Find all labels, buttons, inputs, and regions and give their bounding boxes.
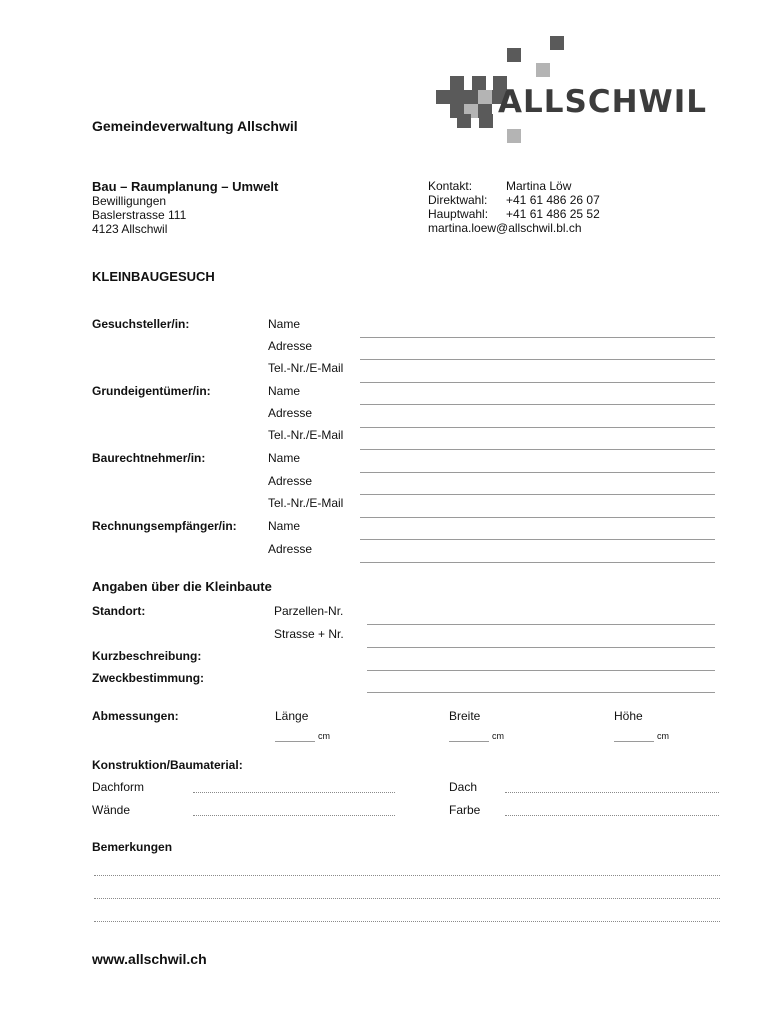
allschwil-logo bbox=[434, 34, 714, 146]
logo-square bbox=[436, 90, 450, 104]
field-line bbox=[360, 427, 715, 428]
contact-value: +41 61 486 25 52 bbox=[506, 207, 600, 221]
contact-label: Kontakt: bbox=[428, 179, 473, 193]
org-title: Gemeindeverwaltung Allschwil bbox=[92, 118, 298, 134]
field-label: Name bbox=[268, 384, 301, 398]
contact-email: martina.loew@allschwil.bl.ch bbox=[428, 221, 582, 235]
kurzbeschreibung-input[interactable] bbox=[367, 651, 715, 669]
field-line bbox=[360, 539, 715, 540]
field-dots bbox=[94, 921, 720, 922]
breite-input[interactable] bbox=[449, 726, 489, 740]
field-dots bbox=[505, 792, 719, 793]
konstruktion-label: Konstruktion/Baumaterial: bbox=[92, 758, 243, 772]
field-line bbox=[367, 624, 715, 625]
field-line bbox=[367, 692, 715, 693]
logo-square bbox=[450, 90, 464, 104]
field-dots bbox=[94, 898, 720, 899]
contact-input[interactable] bbox=[360, 429, 715, 447]
field-line bbox=[367, 670, 715, 671]
dach-label: Dach bbox=[449, 780, 478, 794]
address-input[interactable] bbox=[360, 340, 715, 358]
form-title: KLEINBAUGESUCH bbox=[92, 269, 215, 284]
field-line bbox=[614, 741, 654, 742]
name-input[interactable] bbox=[360, 385, 715, 403]
field-line bbox=[360, 562, 715, 563]
logo-wordmark: ALLSCHWIL bbox=[498, 84, 708, 120]
field-label: Name bbox=[268, 519, 301, 533]
field-label: Strasse + Nr. bbox=[274, 627, 344, 641]
logo-square bbox=[550, 36, 564, 50]
contact-value: Martina Löw bbox=[506, 179, 572, 193]
logo-square bbox=[457, 114, 471, 128]
field-dots bbox=[505, 815, 719, 816]
field-label: Adresse bbox=[268, 339, 313, 353]
field-label: Adresse bbox=[268, 474, 313, 488]
logo-square bbox=[450, 76, 464, 90]
unit-label: cm bbox=[318, 731, 330, 741]
field-line bbox=[449, 741, 489, 742]
address-input[interactable] bbox=[360, 543, 715, 561]
parzellen-input[interactable] bbox=[367, 605, 715, 623]
dachform-label: Dachform bbox=[92, 780, 145, 794]
field-label: Tel.-Nr./E-Mail bbox=[268, 361, 344, 375]
address-input[interactable] bbox=[360, 475, 715, 493]
address-line: Bewilligungen bbox=[92, 194, 167, 208]
breite-label: Breite bbox=[449, 709, 481, 723]
name-input[interactable] bbox=[360, 452, 715, 470]
strasse-input[interactable] bbox=[367, 628, 715, 646]
address-line: 4123 Allschwil bbox=[92, 222, 168, 236]
logo-square bbox=[464, 90, 478, 104]
zweckbestimmung-input[interactable] bbox=[367, 673, 715, 691]
section-title: Angaben über die Kleinbaute bbox=[92, 579, 272, 594]
field-line bbox=[360, 517, 715, 518]
field-line bbox=[360, 449, 715, 450]
field-label: Adresse bbox=[268, 542, 313, 556]
name-input[interactable] bbox=[360, 520, 715, 538]
unit-label: cm bbox=[492, 731, 504, 741]
name-input[interactable] bbox=[360, 318, 715, 336]
hoehe-input[interactable] bbox=[614, 726, 654, 740]
address-input[interactable] bbox=[360, 407, 715, 425]
waende-label: Wände bbox=[92, 803, 131, 817]
address-line: Baslerstrasse 111 bbox=[92, 208, 187, 222]
party-heading: Gesuchsteller/in: bbox=[92, 317, 190, 331]
logo-square bbox=[536, 63, 550, 77]
field-dots bbox=[193, 792, 395, 793]
bemerkungen-textarea[interactable] bbox=[94, 858, 720, 924]
kurzbeschreibung-label: Kurzbeschreibung: bbox=[92, 649, 202, 663]
field-label: Parzellen-Nr. bbox=[274, 604, 344, 618]
field-line bbox=[360, 359, 715, 360]
logo-square bbox=[479, 114, 493, 128]
footer-url: www.allschwil.ch bbox=[92, 951, 207, 967]
field-line bbox=[275, 741, 315, 742]
logo-square bbox=[478, 90, 492, 104]
zweckbestimmung-label: Zweckbestimmung: bbox=[92, 671, 205, 685]
abmessungen-label: Abmessungen: bbox=[92, 709, 179, 723]
hoehe-label: Höhe bbox=[614, 709, 643, 723]
field-label: Tel.-Nr./E-Mail bbox=[268, 428, 344, 442]
contact-label: Direktwahl: bbox=[428, 193, 488, 207]
party-heading: Baurechtnehmer/in: bbox=[92, 451, 206, 465]
unit-label: cm bbox=[657, 731, 669, 741]
contact-input[interactable] bbox=[360, 362, 715, 380]
field-dots bbox=[94, 875, 720, 876]
logo-square bbox=[472, 76, 486, 90]
party-heading: Grundeigentümer/in: bbox=[92, 384, 211, 398]
field-line bbox=[360, 494, 715, 495]
field-label: Name bbox=[268, 451, 301, 465]
contact-label: Hauptwahl: bbox=[428, 207, 489, 221]
field-line bbox=[360, 382, 715, 383]
farbe-label: Farbe bbox=[449, 803, 481, 817]
bemerkungen-label: Bemerkungen bbox=[92, 840, 173, 854]
department-title: Bau – Raumplanung – Umwelt bbox=[92, 179, 279, 194]
standort-label: Standort: bbox=[92, 604, 146, 618]
laenge-input[interactable] bbox=[275, 726, 315, 740]
contact-input[interactable] bbox=[360, 497, 715, 515]
logo-square bbox=[507, 48, 521, 62]
contact-value: +41 61 486 26 07 bbox=[506, 193, 600, 207]
field-line bbox=[360, 472, 715, 473]
logo-square bbox=[507, 129, 521, 143]
field-line bbox=[360, 337, 715, 338]
party-heading: Rechnungsempfänger/in: bbox=[92, 519, 237, 533]
field-line bbox=[360, 404, 715, 405]
field-label: Tel.-Nr./E-Mail bbox=[268, 496, 344, 510]
field-line bbox=[367, 647, 715, 648]
field-label: Adresse bbox=[268, 406, 313, 420]
field-dots bbox=[193, 815, 395, 816]
laenge-label: Länge bbox=[275, 709, 309, 723]
field-label: Name bbox=[268, 317, 301, 331]
